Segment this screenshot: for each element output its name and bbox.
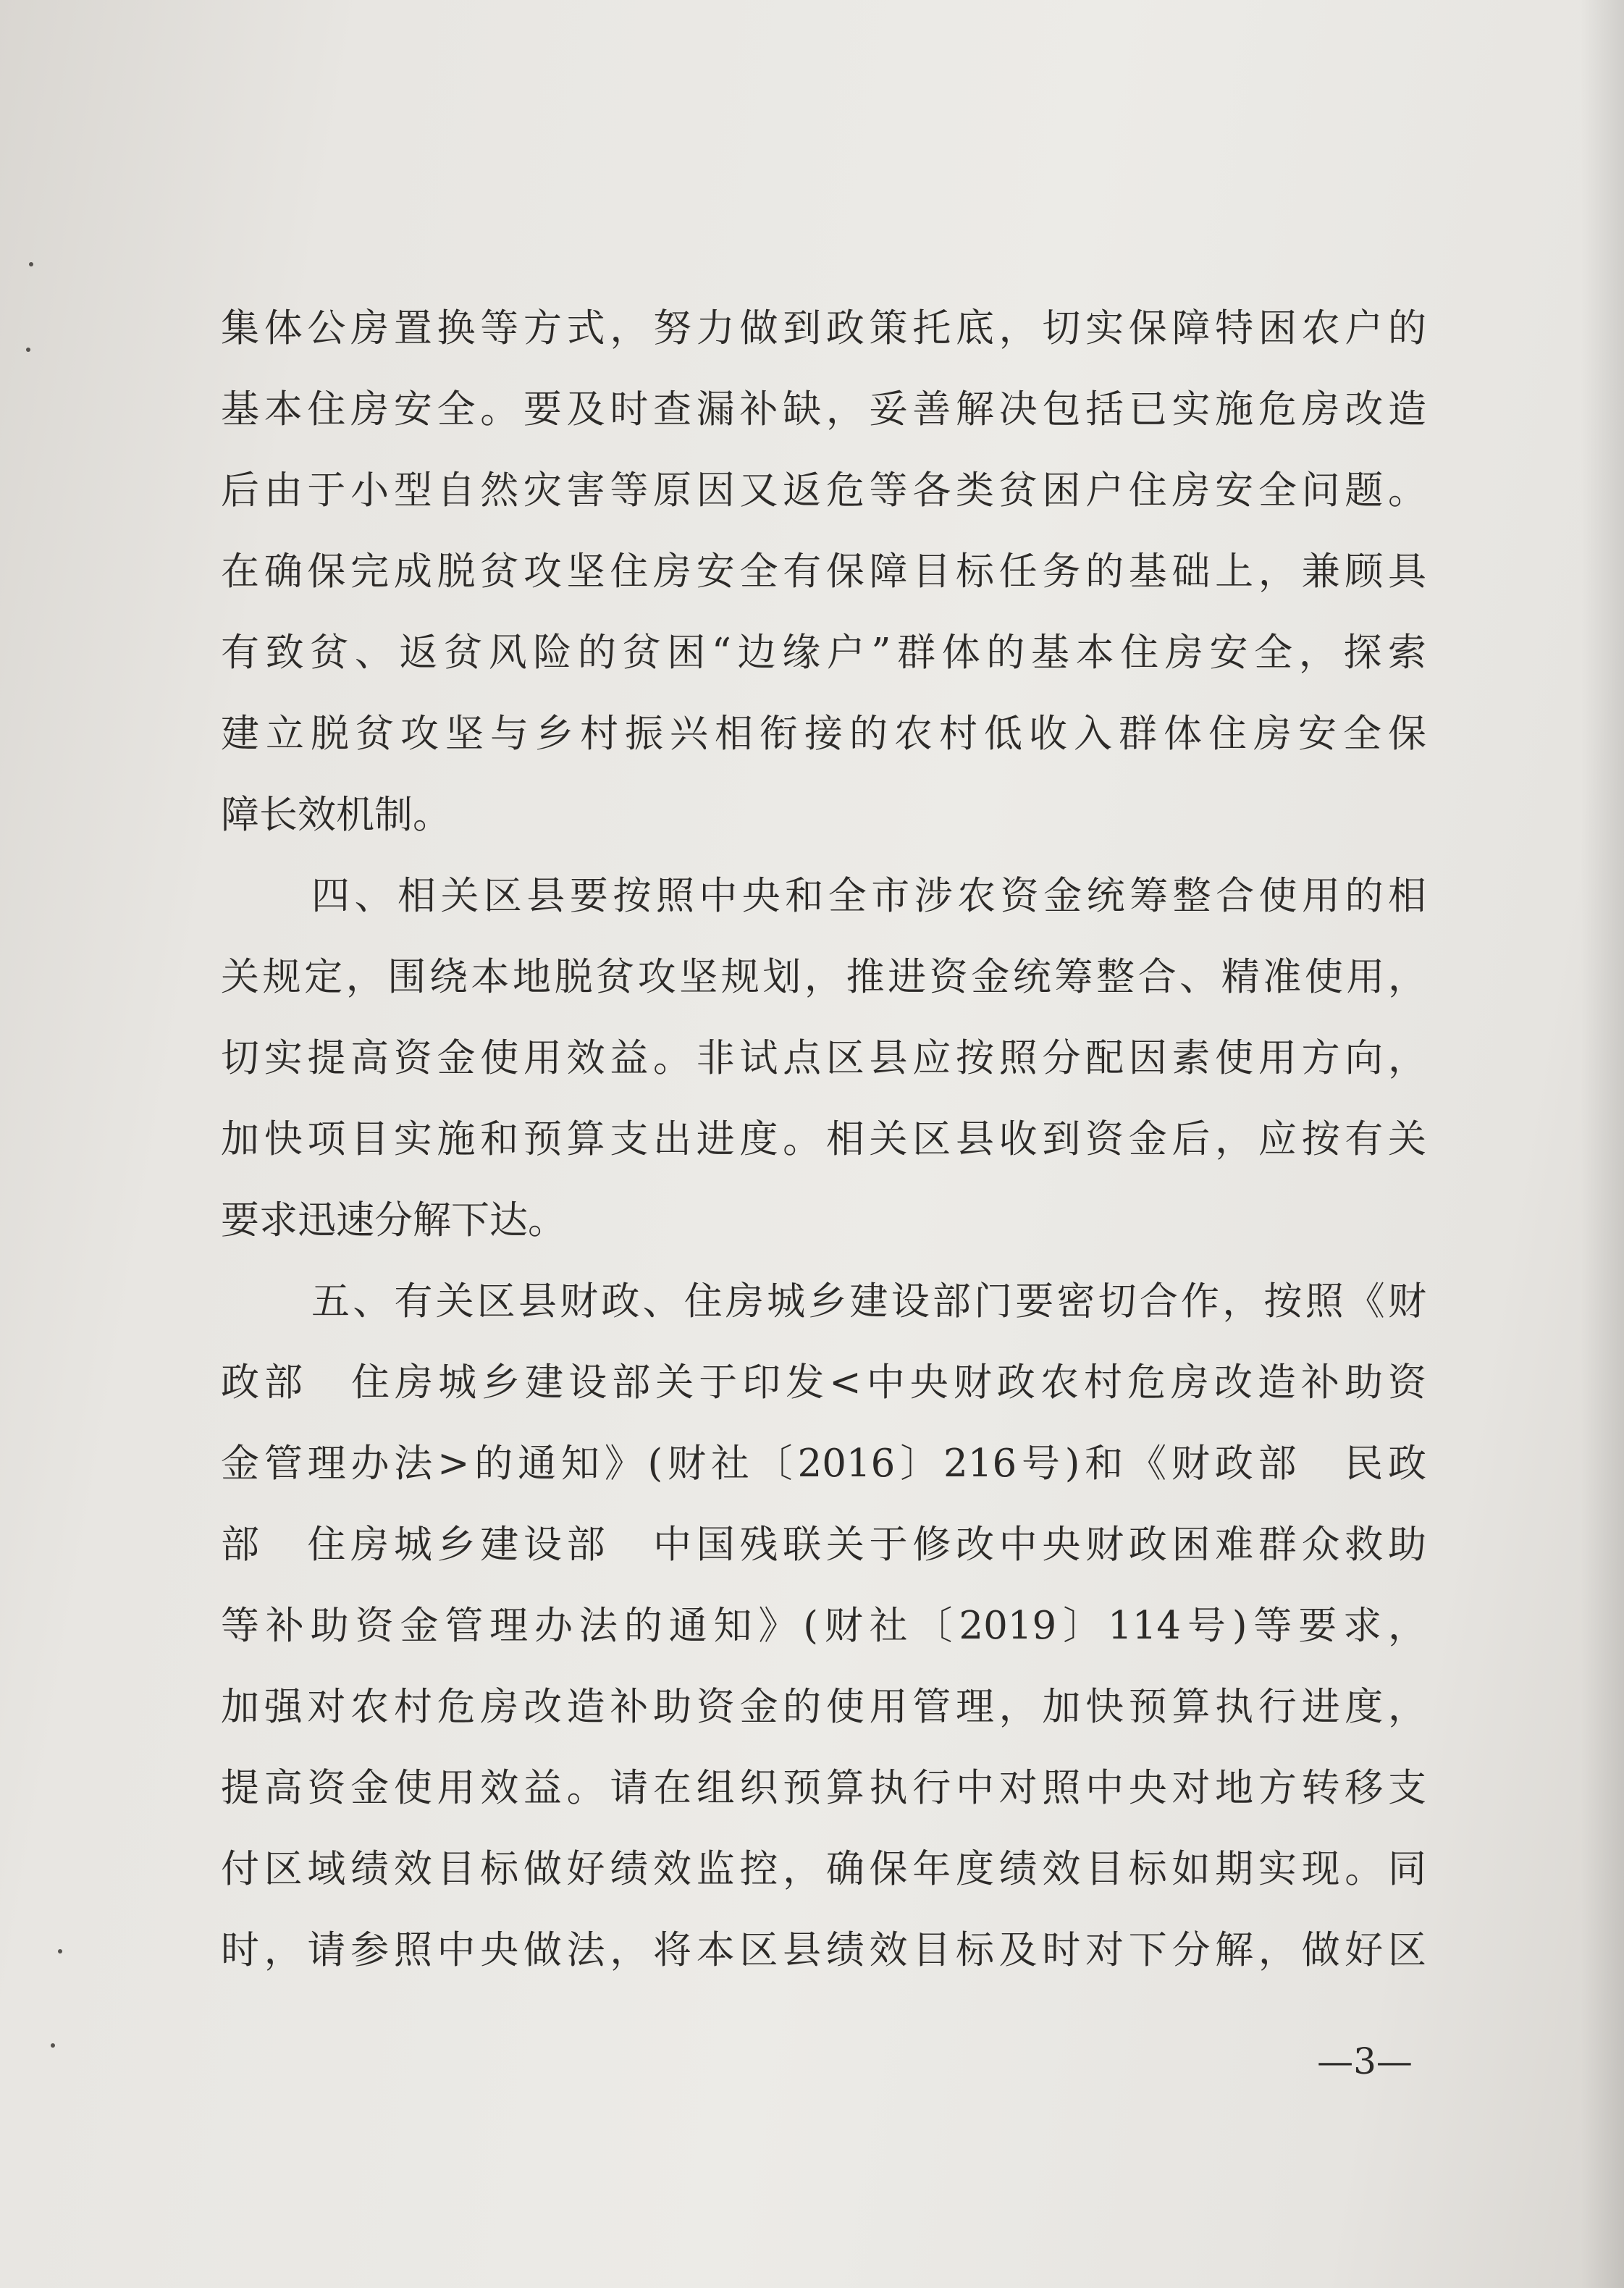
text-line: 等补助资金管理办法的通知》(财社〔2019〕114号)等要求，: [221, 1604, 1426, 1648]
text-line: 建立脱贫攻坚与乡村振兴相衔接的农村低收入群体住房安全保: [221, 712, 1426, 756]
binding-hole-mark: [51, 2043, 55, 2048]
page-shadow: [1581, 0, 1624, 2288]
text-line: 加快项目实施和预算支出进度。相关区县收到资金后，应按有关: [221, 1117, 1426, 1161]
binding-hole-mark: [26, 348, 30, 352]
page-number: —3—: [1317, 2040, 1413, 2082]
document-body: [221, 288, 1426, 1991]
text-line: 后由于小型自然灾害等原因又返危等各类贫困户住房安全问题。: [221, 468, 1426, 513]
text-line: 部 住房城乡建设部 中国残联关于修改中央财政困难群众救助: [221, 1523, 1426, 1567]
binding-hole-mark: [29, 262, 33, 266]
text-line: 加强对农村危房改造补助资金的使用管理，加快预算执行进度，: [221, 1685, 1426, 1729]
binding-hole-mark: [58, 1949, 62, 1953]
text-line: 要求迅速分解下达。: [221, 1198, 566, 1242]
text-line: 付区域绩效目标做好绩效监控，确保年度绩效目标如期实现。同: [221, 1847, 1426, 1891]
text-line: 时，请参照中央做法，将本区县绩效目标及时对下分解，做好区: [221, 1928, 1426, 1972]
text-line: 切实提高资金使用效益。非试点区县应按照分配因素使用方向，: [221, 1036, 1426, 1080]
text-line: 政部 住房城乡建设部关于印发<中央财政农村危房改造补助资: [221, 1360, 1426, 1405]
text-line: 关规定，围绕本地脱贫攻坚规划，推进资金统筹整合、精准使用，: [221, 955, 1426, 999]
text-line: 有致贫、返贫风险的贫困“边缘户”群体的基本住房安全，探索: [221, 631, 1426, 675]
text-line: 障长效机制。: [221, 793, 451, 837]
text-line: 在确保完成脱贫攻坚住房安全有保障目标任务的基础上，兼顾具: [221, 550, 1426, 594]
text-line: 五、有关区县财政、住房城乡建设部门要密切合作，按照《财: [311, 1279, 1426, 1324]
text-line: 基本住房安全。要及时查漏补缺，妥善解决包括已实施危房改造: [221, 387, 1426, 432]
text-line: 四、相关区县要按照中央和全市涉农资金统筹整合使用的相: [311, 874, 1426, 918]
text-line: 提高资金使用效益。请在组织预算执行中对照中央对地方转移支: [221, 1766, 1426, 1810]
text-line: 金管理办法>的通知》(财社〔2016〕216号)和《财政部 民政: [221, 1442, 1426, 1486]
text-line: 集体公房置换等方式，努力做到政策托底，切实保障特困农户的: [221, 306, 1426, 350]
